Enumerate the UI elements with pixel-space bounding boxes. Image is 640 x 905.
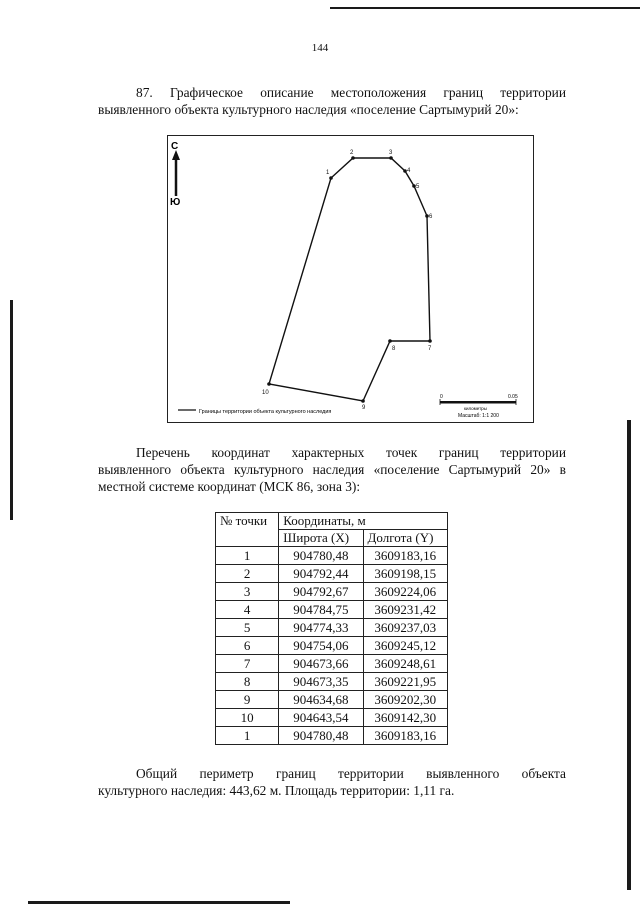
cell-point: 1 — [216, 547, 279, 565]
boundary-polygon — [269, 158, 430, 401]
cell-lon: 3609245,12 — [363, 637, 447, 655]
coordinates-table — [215, 512, 448, 745]
cell-lat: 904784,75 — [279, 601, 363, 619]
south-label: Ю — [170, 197, 181, 208]
list-intro-line1: Перечень координат характерных точек границ территории — [136, 445, 566, 460]
point-8 — [388, 339, 392, 343]
scan-top-bar — [330, 7, 640, 9]
point-3 — [389, 156, 393, 160]
point-2 — [351, 156, 355, 160]
section-heading-line2: выявленного объекта культурного наследия «поселение Сартымурий 20»: — [98, 102, 519, 117]
cell-point: 6 — [216, 637, 279, 655]
table-row — [216, 619, 448, 637]
cell-lon: 3609198,15 — [363, 565, 447, 583]
table-row — [216, 583, 448, 601]
cell-lon: 3609142,30 — [363, 709, 447, 727]
table-row — [216, 727, 448, 745]
cell-point: 7 — [216, 655, 279, 673]
cell-lon: 3609202,30 — [363, 691, 447, 709]
header-lat: Широта (X) — [279, 530, 363, 547]
cell-point: 3 — [216, 583, 279, 601]
cell-lat: 904774,33 — [279, 619, 363, 637]
cell-lat: 904754,06 — [279, 637, 363, 655]
cell-point: 9 — [216, 691, 279, 709]
point-label-10: 10 — [262, 390, 269, 396]
cell-lon: 3609221,95 — [363, 673, 447, 691]
point-1 — [329, 176, 333, 180]
map-legend — [178, 409, 331, 415]
point-label-7: 7 — [428, 346, 432, 352]
summary-line1: Общий периметр границ территории выявленного объекта — [136, 766, 566, 781]
section-title-1: Графическое описание местоположения границ территории — [170, 85, 566, 100]
cell-lon: 3609237,03 — [363, 619, 447, 637]
cell-lon: 3609183,16 — [363, 547, 447, 565]
table-row — [216, 565, 448, 583]
point-label-3: 3 — [389, 150, 393, 156]
north-label: С — [171, 141, 179, 152]
header-point: № точки — [216, 513, 279, 547]
north-arrow-icon — [170, 141, 180, 208]
cell-lat: 904780,48 — [279, 727, 363, 745]
summary-line2: культурного наследия: 443,62 м. Площадь территории: 1,11 га. — [98, 783, 455, 798]
cell-point: 8 — [216, 673, 279, 691]
scale-bar — [440, 394, 518, 419]
scan-right-bar — [627, 420, 631, 890]
point-label-4: 4 — [407, 168, 411, 174]
table-row — [216, 673, 448, 691]
cell-lon: 3609231,42 — [363, 601, 447, 619]
header-coords: Координаты, м — [279, 513, 448, 530]
scale-ratio: Масштаб: 1:1 200 — [458, 413, 499, 419]
cell-lat: 904673,66 — [279, 655, 363, 673]
scale-max: 0.05 — [508, 394, 518, 400]
point-9 — [361, 399, 365, 403]
cell-lat: 904792,44 — [279, 565, 363, 583]
cell-point: 10 — [216, 709, 279, 727]
cell-lat: 904634,68 — [279, 691, 363, 709]
header-lon: Долгота (Y) — [363, 530, 447, 547]
cell-lat: 904643,54 — [279, 709, 363, 727]
list-intro-line3: местной системе координат (МСК 86, зона 3): — [98, 479, 361, 494]
cell-lat: 904780,48 — [279, 547, 363, 565]
point-label-9: 9 — [362, 405, 366, 411]
cell-lon: 3609248,61 — [363, 655, 447, 673]
section-heading-line1 — [98, 84, 566, 101]
cell-lon: 3609183,16 — [363, 727, 447, 745]
cell-lat: 904792,67 — [279, 583, 363, 601]
scan-bottom-bar — [28, 901, 290, 904]
section-number: 87. — [136, 85, 153, 100]
point-label-1: 1 — [326, 170, 330, 176]
cell-point: 4 — [216, 601, 279, 619]
cell-point: 5 — [216, 619, 279, 637]
legend-text: Границы территории объекта культурного наследия — [199, 409, 332, 415]
point-label-8: 8 — [392, 346, 396, 352]
boundary-map-drawing — [168, 136, 533, 422]
table-row — [216, 709, 448, 727]
boundary-map — [167, 135, 534, 423]
point-label-5: 5 — [416, 184, 420, 190]
cell-point: 1 — [216, 727, 279, 745]
table-row — [216, 601, 448, 619]
list-intro-line2: выявленного объекта культурного наследия «поселение Сартымурий 20» в — [98, 462, 566, 477]
point-label-2: 2 — [350, 150, 354, 156]
table-row — [216, 691, 448, 709]
point-label-6: 6 — [429, 214, 433, 220]
point-7 — [428, 339, 432, 343]
cell-point: 2 — [216, 565, 279, 583]
page-number: 144 — [311, 42, 329, 54]
scan-left-bar — [10, 300, 13, 520]
point-10 — [267, 382, 271, 386]
table-row — [216, 655, 448, 673]
cell-lat: 904673,35 — [279, 673, 363, 691]
cell-lon: 3609224,06 — [363, 583, 447, 601]
table-row — [216, 547, 448, 565]
table-row — [216, 637, 448, 655]
scale-unit: километры — [464, 406, 487, 411]
scale-zero: 0 — [440, 394, 443, 400]
